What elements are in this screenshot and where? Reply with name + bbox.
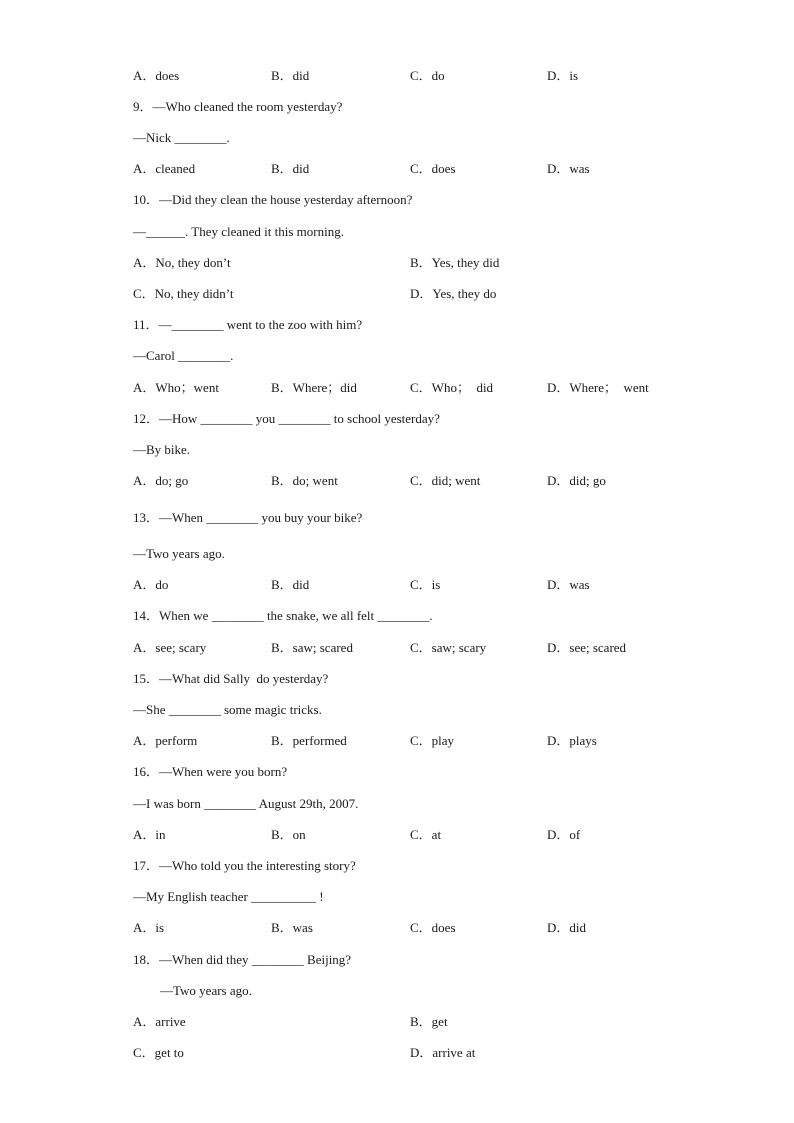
option-d: D．arrive at [410,1045,476,1060]
option-a: A．Who；went [133,380,219,395]
option-d: D．of [547,827,581,842]
option-a: A．No, they don’t [133,255,231,270]
question-9-stem: 9．—Who cleaned the room yesterday? [133,99,343,114]
question-17-reply: —My English teacher __________ ! [133,889,324,904]
question-10-reply: —______. They cleaned it this morning. [133,224,344,239]
option-d: D．plays [547,733,597,748]
option-c: C．do [410,68,445,83]
option-b: B．Where；did [271,380,357,395]
option-b: B．performed [271,733,347,748]
question-13-stem: 13．—When ________ you buy your bike? [133,510,363,525]
option-d: D．Yes, they do [410,286,497,301]
option-b: B．get [410,1014,448,1029]
question-16-reply: —I was born ________ August 29th, 2007. [133,796,359,811]
question-10-stem: 10．—Did they clean the house yesterday afternoon? [133,192,413,207]
question-18-reply: —Two years ago. [160,983,252,998]
option-c: C．is [410,577,441,592]
option-c: C．get to [133,1045,184,1060]
option-d: D．did [547,920,587,935]
option-b: B．did [271,161,310,176]
option-a: A．cleaned [133,161,196,176]
option-a: A．arrive [133,1014,186,1029]
option-c: C．did; went [410,473,481,488]
option-d: D．was [547,577,590,592]
question-11-reply: —Carol ________. [133,348,234,363]
question-12-reply: —By bike. [133,442,191,457]
option-c: C．does [410,161,456,176]
option-b: B．saw; scared [271,640,353,655]
option-c: C．at [410,827,442,842]
option-a: A．do [133,577,169,592]
option-d: D．did; go [547,473,606,488]
question-9-reply: —Nick ________. [133,130,230,145]
option-a: A．see; scary [133,640,207,655]
question-11-stem: 11．—________ went to the zoo with him? [133,317,363,332]
question-15-stem: 15．—What did Sally do yesterday? [133,671,329,686]
option-c: C．saw; scary [410,640,487,655]
question-14-stem: 14．When we ________ the snake, we all felt ________. [133,608,433,623]
option-d: D．was [547,161,590,176]
option-c: C．No, they didn’t [133,286,234,301]
option-a: A．in [133,827,166,842]
option-b: B．Yes, they did [410,255,500,270]
option-b: B．on [271,827,306,842]
question-18-stem: 18．—When did they ________ Beijing? [133,952,352,967]
option-c: C．play [410,733,455,748]
question-16-stem: 16．—When were you born? [133,764,288,779]
option-b: B．did [271,68,310,83]
option-a: A．do; go [133,473,189,488]
question-13-reply: —Two years ago. [133,546,225,561]
option-b: B．do; went [271,473,338,488]
question-17-stem: 17．—Who told you the interesting story? [133,858,356,873]
option-d: D．see; scared [547,640,627,655]
option-a: A．does [133,68,180,83]
question-12-stem: 12．—How ________ you ________ to school yesterday? [133,411,440,426]
option-c: C．Who； did [410,380,494,395]
option-c: C．does [410,920,456,935]
question-15-reply: —She ________ some magic tricks. [133,702,322,717]
option-a: A．perform [133,733,198,748]
option-b: B．did [271,577,310,592]
option-a: A．is [133,920,165,935]
option-d: D．Where； went [547,380,649,395]
option-d: D．is [547,68,579,83]
option-b: B．was [271,920,313,935]
